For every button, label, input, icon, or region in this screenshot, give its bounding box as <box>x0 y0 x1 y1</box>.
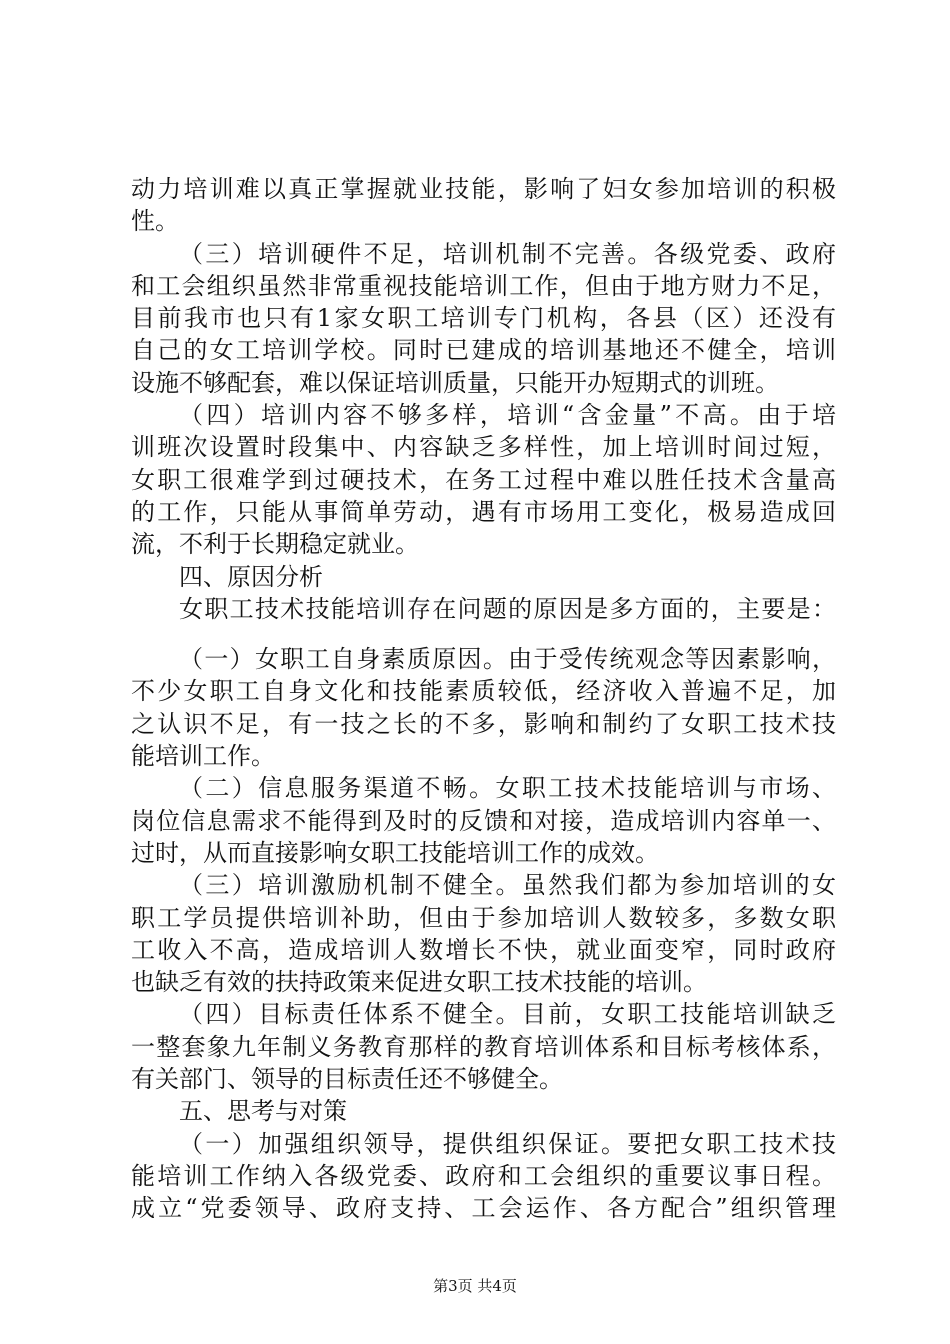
body-text-line: 有关部门、领导的目标责任还不够健全。 <box>131 1065 563 1094</box>
body-text-line: 和工会组织虽然非常重视技能培训工作，但由于地方财力不足， <box>131 271 836 300</box>
section-heading: 五、思考与对策 <box>179 1097 347 1126</box>
body-text-line: 能培训工作。 <box>131 742 275 771</box>
body-text-line: 设施不够配套，难以保证培训质量，只能开办短期式的训班。 <box>131 368 779 397</box>
body-text-line: 不少女职工自身文化和技能素质较低，经济收入普遍不足，加 <box>131 677 836 706</box>
page-number-footer: 第3页 共4页 <box>433 1277 517 1295</box>
body-text-line: （一）女职工自身素质原因。由于受传统观念等因素影响， <box>179 645 836 674</box>
body-text-line: 训班次设置时段集中、内容缺乏多样性，加上培训时间过短， <box>131 433 836 462</box>
body-text-line: 性。 <box>131 207 179 236</box>
body-text-line: 动力培训难以真正掌握就业技能，影响了妇女参加培训的积极 <box>131 175 836 203</box>
body-text-line: （一）加强组织领导，提供组织保证。要把女职工技术技 <box>179 1129 836 1158</box>
section-heading: 四、原因分析 <box>179 562 323 591</box>
body-text-line: 目前我市也只有1家女职工培训专门机构，各县（区）还没有 <box>131 304 836 333</box>
body-text-line: 职工学员提供培训补助，但由于参加培训人数较多，多数女职 <box>131 903 836 932</box>
body-text-line: 自己的女工培训学校。同时已建成的培训基地还不健全，培训 <box>131 336 836 365</box>
body-text-line: 岗位信息需求不能得到及时的反馈和对接，造成培训内容单一、 <box>131 806 836 835</box>
body-text-line: 成立“党委领导、政府支持、工会运作、各方配合”组织管理 <box>131 1194 836 1223</box>
body-text-line: 的工作，只能从事简单劳动，遇有市场用工变化，极易造成回 <box>131 497 836 526</box>
document-body <box>131 173 836 1225</box>
body-text-line: 工收入不高，造成培训人数增长不快，就业面变窄，同时政府 <box>131 935 836 964</box>
body-text-line: 过时，从而直接影响女职工技能培训工作的成效。 <box>131 838 659 867</box>
body-text-line: （四）目标责任体系不健全。目前，女职工技能培训缺乏 <box>179 1000 836 1029</box>
body-text-line: 流，不利于长期稳定就业。 <box>131 530 419 559</box>
body-text-line: 女职工很难学到过硬技术，在务工过程中难以胜任技术含量高 <box>131 465 836 494</box>
body-text-line: 能培训工作纳入各级党委、政府和工会组织的重要议事日程。 <box>131 1161 836 1190</box>
body-text-line: 一整套象九年制义务教育那样的教育培训体系和目标考核体系， <box>131 1032 836 1061</box>
body-text-line: 之认识不足，有一技之长的不多，影响和制约了女职工技术技 <box>131 709 836 738</box>
body-text-line: （三）培训硬件不足，培训机制不完善。各级党委、政府 <box>179 239 836 268</box>
body-text-line: （三）培训激励机制不健全。虽然我们都为参加培训的女 <box>179 871 836 900</box>
body-text-line: 女职工技术技能培训存在问题的原因是多方面的，主要是： <box>179 594 836 623</box>
body-text-line: （四）培训内容不够多样，培训“含金量”不高。由于培 <box>179 401 836 430</box>
body-text-line: 也缺乏有效的扶持政策来促进女职工技术技能的培训。 <box>131 968 707 997</box>
paragraph-gap <box>131 625 836 643</box>
body-text-line: （二）信息服务渠道不畅。女职工技术技能培训与市场、 <box>179 774 836 803</box>
